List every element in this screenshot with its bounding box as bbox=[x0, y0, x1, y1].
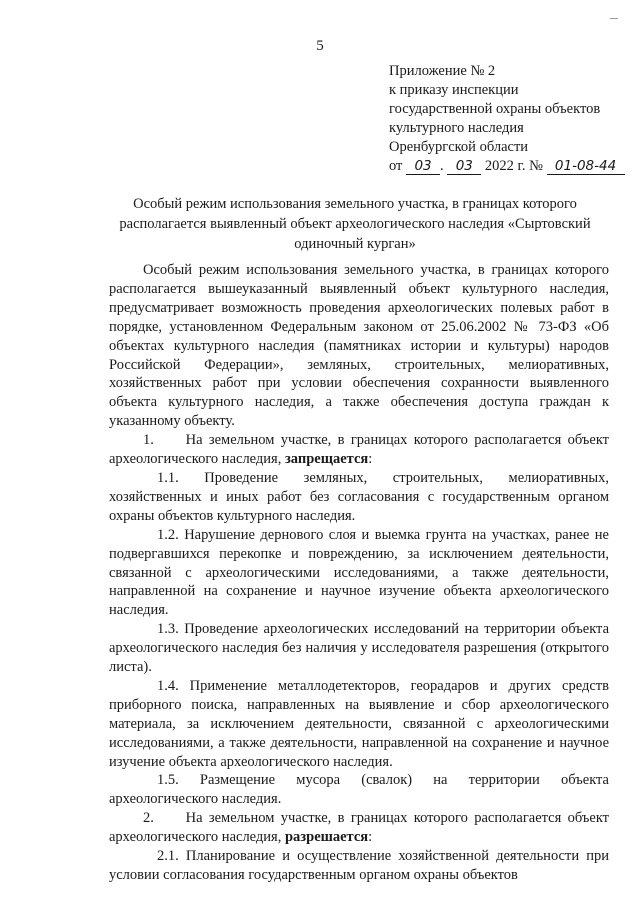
page-number: 5 bbox=[316, 38, 324, 54]
document-title: Особый режим использования земельного участка, в границах которого располагается выявленный объект археологического наследия «Сыртовский одиночный курган» bbox=[119, 196, 591, 252]
section-text: На земельном участке, в границах которого располагается объект археологического наследия, bbox=[109, 810, 610, 846]
section-2 bbox=[109, 809, 609, 847]
section-keyword: запрещается bbox=[284, 451, 369, 468]
list-item: 1.1. Проведение земляных, строительных, мелиоративных, хозяйственных и иных работ без согласования с государственным органом охраны объектов культурного наследия. bbox=[109, 469, 609, 524]
section-colon: : bbox=[368, 829, 373, 846]
list-item: 2.1. Планирование и осуществление хозяйственной деятельности при условии согласования государственным органом охраны объектов bbox=[109, 848, 609, 883]
intro-paragraph: Особый режим использования земельного участка, в границах которого располагается вышеуказанный выявленный объект культурного наследия, предусматривает возможность проведения археологических полевых работ в порядке, установленном Федеральным законом от 25.06.2002 № 73-ФЗ «Об объектах культурного наследия (памятниках истории и культуры) народов Российской Федерации», земляных, строительных, мелиоративных, хозяйственных работ при условии обеспечения сохранности выявленного объекта культурного наследия, а также обеспечения доступа граждан к указанному объекту. bbox=[109, 262, 609, 430]
annex-line: к приказу инспекции bbox=[389, 82, 519, 98]
document-body bbox=[109, 261, 609, 885]
section-colon: : bbox=[368, 451, 373, 468]
section-number: 2. bbox=[143, 810, 154, 827]
section-1 bbox=[109, 431, 609, 469]
date-year: 2022 г. № bbox=[484, 158, 543, 174]
annex-line: государственной охраны объектов bbox=[389, 101, 601, 117]
section-text: На земельном участке, в границах которого располагается объект археологического наследия, bbox=[109, 432, 610, 468]
annex-date-line: от 03 . 03 2022 г. № 01-08-44 bbox=[389, 157, 625, 176]
date-day-handwritten: 03 bbox=[406, 159, 440, 175]
scan-mark bbox=[610, 18, 618, 19]
section-number: 1. bbox=[143, 432, 154, 449]
list-item: 1.5. Размещение мусора (свалок) на территории объекта археологического наследия. bbox=[109, 772, 609, 808]
list-item: 1.3. Проведение археологических исследований на территории объекта археологического наследия без наличия у исследователя разрешения (открытого листа). bbox=[109, 621, 609, 676]
annex-line: Приложение № 2 bbox=[389, 63, 496, 79]
date-prefix: от bbox=[389, 158, 403, 174]
list-item: 1.2. Нарушение дернового слоя и выемка грунта на участках, ранее не подвергавшихся перекопке и повреждению, за исключением деятельности, связанной с археологическими исследованиями, а также деятельности, направленной на сохранение и научное изучение объекта археологического наследия. bbox=[109, 526, 609, 619]
annex-line: культурного наследия bbox=[389, 120, 524, 136]
annex-block bbox=[389, 62, 625, 176]
list-item: 1.4. Применение металлодетекторов, георадаров и других средств приборного поиска, направленных на выявление и сбор археологического материала, за исключением деятельности, связанной с археологическими исследованиями, а также деятельности, направленной на сохранение и научное изучение объекта археологического наследия. bbox=[109, 677, 609, 770]
section-keyword: разрешается bbox=[284, 829, 369, 846]
order-number-handwritten: 01-08-44 bbox=[547, 159, 625, 175]
date-month-handwritten: 03 bbox=[447, 159, 481, 175]
annex-line: Оренбургской области bbox=[389, 139, 529, 155]
